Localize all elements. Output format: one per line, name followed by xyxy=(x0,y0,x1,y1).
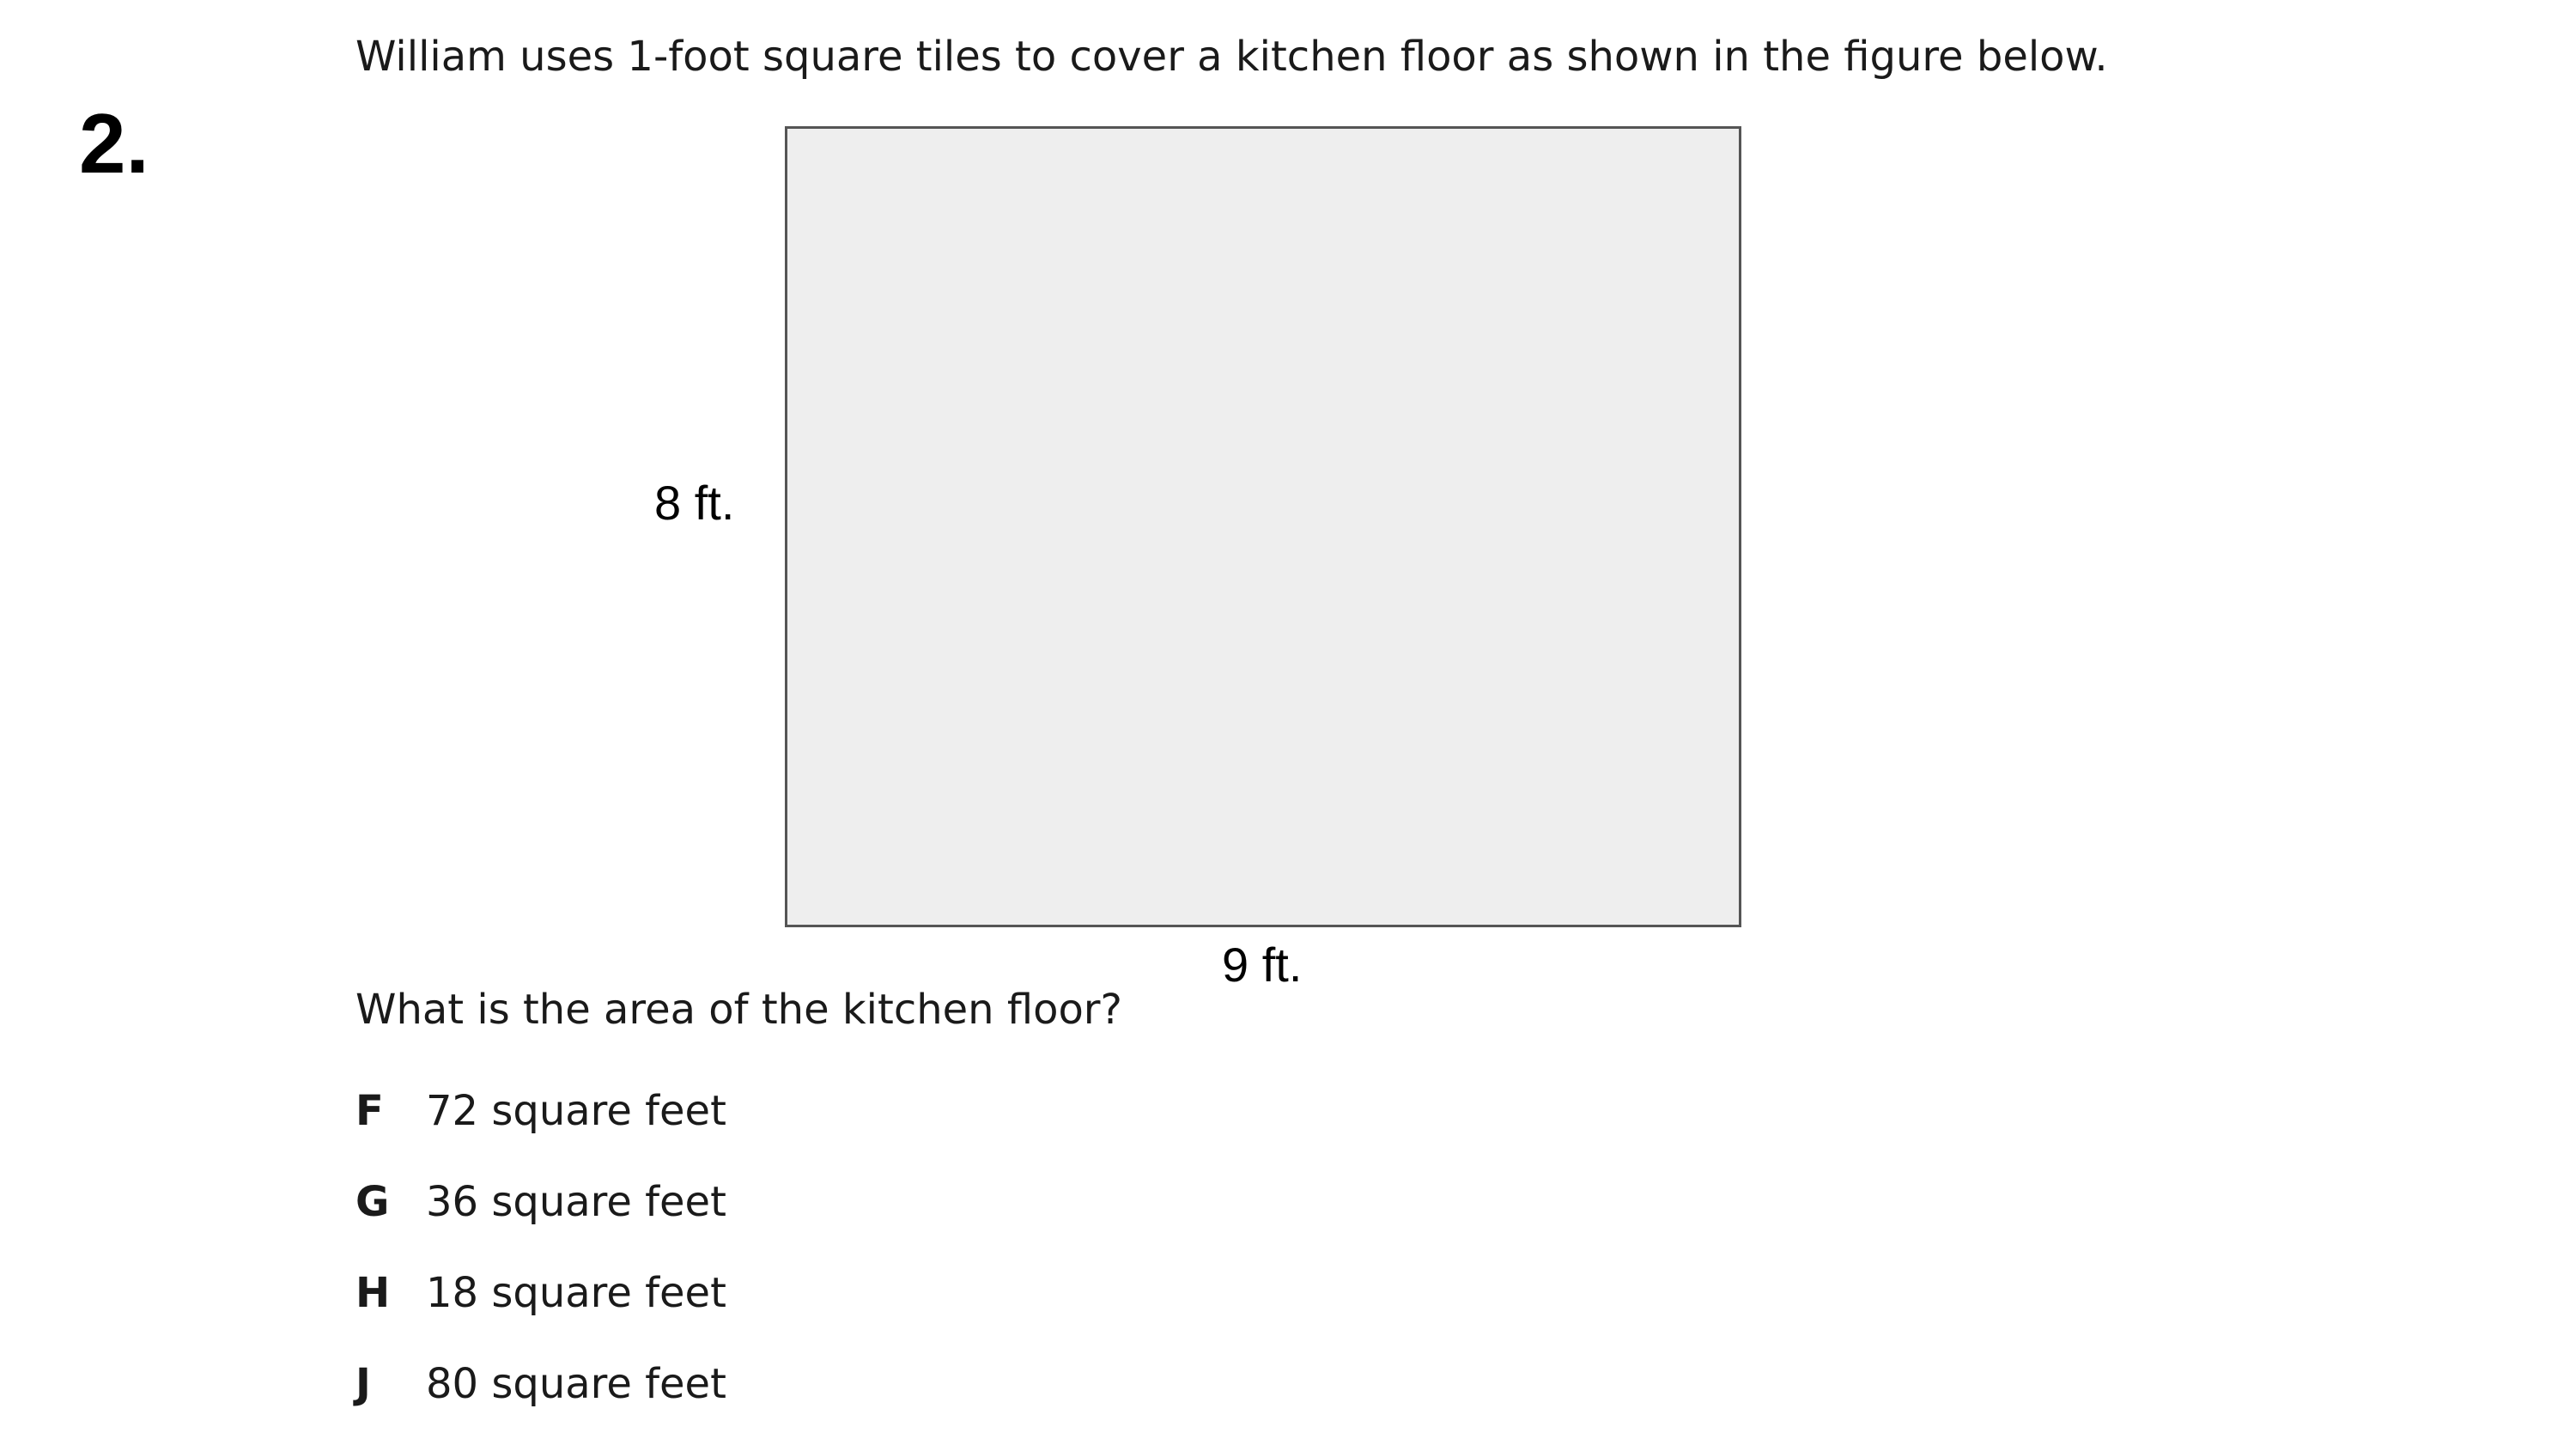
choice-letter: F xyxy=(355,1087,384,1135)
choice-text: 36 square feet xyxy=(426,1178,726,1226)
choice-text: 72 square feet xyxy=(426,1087,726,1135)
question-number: 2. xyxy=(79,96,149,191)
choice-letter: J xyxy=(355,1360,371,1408)
answer-choice-h[interactable] xyxy=(355,1269,726,1360)
choice-letter: G xyxy=(355,1178,390,1226)
answer-choice-j[interactable] xyxy=(355,1360,726,1451)
choice-text: 80 square feet xyxy=(426,1360,726,1408)
answer-choice-g[interactable] xyxy=(355,1178,726,1269)
answer-choice-f[interactable] xyxy=(355,1087,726,1178)
kitchen-floor-rectangle xyxy=(785,126,1741,927)
width-label: 9 ft. xyxy=(1222,938,1303,992)
question-prompt: William uses 1-foot square tiles to cover a kitchen floor as shown in the figure below. xyxy=(355,33,2108,81)
answer-choices xyxy=(355,1087,726,1451)
sub-question: What is the area of the kitchen floor? xyxy=(355,986,1123,1034)
choice-text: 18 square feet xyxy=(426,1269,726,1317)
choice-letter: H xyxy=(355,1269,391,1317)
height-label: 8 ft. xyxy=(654,476,735,530)
